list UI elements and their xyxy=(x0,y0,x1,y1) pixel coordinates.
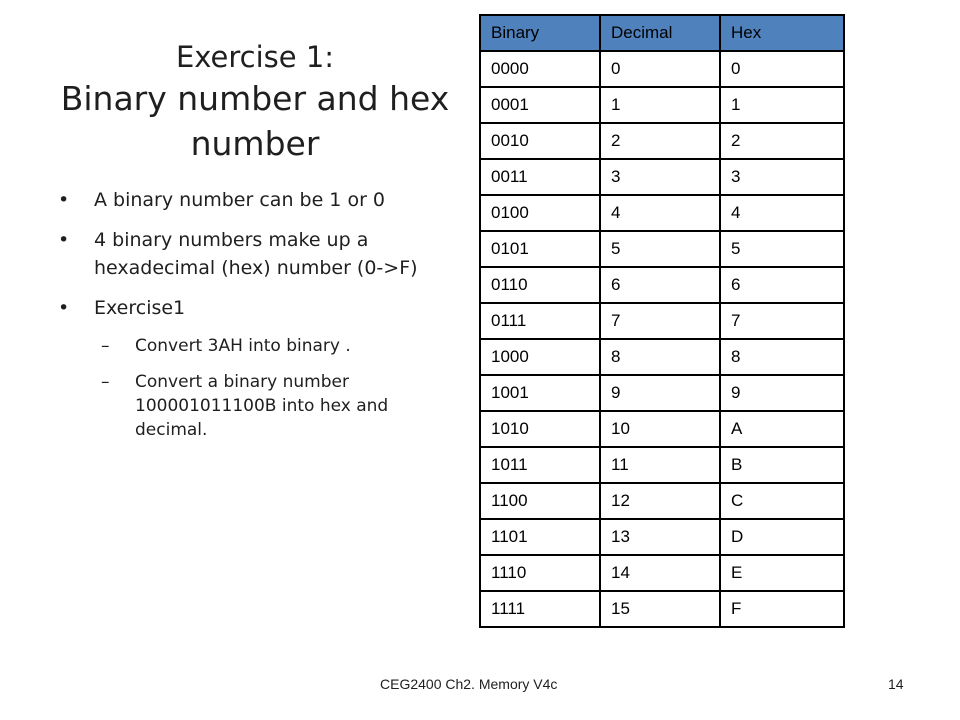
table-row xyxy=(480,483,844,519)
binary-hex-table xyxy=(479,14,845,628)
cell-decimal: 1 xyxy=(600,87,720,123)
cell-binary: 0000 xyxy=(480,51,600,87)
table-row xyxy=(480,51,844,87)
cell-decimal: 6 xyxy=(600,267,720,303)
cell-hex: E xyxy=(720,555,844,591)
cell-decimal: 7 xyxy=(600,303,720,339)
cell-binary: 0110 xyxy=(480,267,600,303)
cell-decimal: 14 xyxy=(600,555,720,591)
footer-text: CEG2400 Ch2. Memory V4c xyxy=(380,676,558,692)
cell-decimal: 9 xyxy=(600,375,720,411)
table-body xyxy=(480,51,844,627)
cell-decimal: 10 xyxy=(600,411,720,447)
table-row xyxy=(480,447,844,483)
title-line-1: Exercise 1: xyxy=(175,40,335,74)
cell-hex: D xyxy=(720,519,844,555)
cell-decimal: 12 xyxy=(600,483,720,519)
cell-hex: 4 xyxy=(720,195,844,231)
table-row xyxy=(480,411,844,447)
title-line-2: Binary number and hex number xyxy=(60,79,450,163)
cell-binary: 1001 xyxy=(480,375,600,411)
table-row xyxy=(480,195,844,231)
bullet-list xyxy=(58,186,463,454)
cell-decimal: 15 xyxy=(600,591,720,627)
cell-decimal: 13 xyxy=(600,519,720,555)
slide-title xyxy=(40,38,470,166)
header-binary: Binary xyxy=(480,15,600,51)
cell-decimal: 4 xyxy=(600,195,720,231)
cell-hex: 9 xyxy=(720,375,844,411)
cell-binary: 1100 xyxy=(480,483,600,519)
cell-binary: 0111 xyxy=(480,303,600,339)
cell-hex: 5 xyxy=(720,231,844,267)
table-row xyxy=(480,267,844,303)
cell-hex: C xyxy=(720,483,844,519)
cell-hex: B xyxy=(720,447,844,483)
cell-hex: F xyxy=(720,591,844,627)
sub-bullet-item: – Convert 3AH into binary . xyxy=(58,334,463,358)
bullet-item: • Exercise1 xyxy=(58,294,463,322)
table-row xyxy=(480,123,844,159)
cell-hex: 3 xyxy=(720,159,844,195)
cell-binary: 0011 xyxy=(480,159,600,195)
header-hex: Hex xyxy=(720,15,844,51)
cell-binary: 1000 xyxy=(480,339,600,375)
header-decimal: Decimal xyxy=(600,15,720,51)
cell-binary: 0010 xyxy=(480,123,600,159)
cell-binary: 1101 xyxy=(480,519,600,555)
page-number: 14 xyxy=(888,676,904,692)
cell-binary: 1110 xyxy=(480,555,600,591)
cell-hex: 7 xyxy=(720,303,844,339)
table-row xyxy=(480,339,844,375)
cell-hex: 6 xyxy=(720,267,844,303)
cell-hex: 1 xyxy=(720,87,844,123)
cell-decimal: 2 xyxy=(600,123,720,159)
cell-hex: 2 xyxy=(720,123,844,159)
cell-decimal: 11 xyxy=(600,447,720,483)
cell-decimal: 8 xyxy=(600,339,720,375)
cell-binary: 0001 xyxy=(480,87,600,123)
cell-decimal: 3 xyxy=(600,159,720,195)
table-row xyxy=(480,159,844,195)
table-row xyxy=(480,375,844,411)
table-row xyxy=(480,303,844,339)
cell-hex: A xyxy=(720,411,844,447)
cell-binary: 0100 xyxy=(480,195,600,231)
table-row xyxy=(480,87,844,123)
table-header-row xyxy=(480,15,844,51)
table-row xyxy=(480,519,844,555)
cell-decimal: 0 xyxy=(600,51,720,87)
cell-hex: 8 xyxy=(720,339,844,375)
cell-binary: 0101 xyxy=(480,231,600,267)
cell-binary: 1011 xyxy=(480,447,600,483)
cell-binary: 1111 xyxy=(480,591,600,627)
cell-hex: 0 xyxy=(720,51,844,87)
bullet-item: • A binary number can be 1 or 0 xyxy=(58,186,463,214)
bullet-item: • 4 binary numbers make up a hexadecimal (hex) number (0->F) xyxy=(58,226,463,282)
cell-decimal: 5 xyxy=(600,231,720,267)
table-row xyxy=(480,591,844,627)
sub-bullet-item: – Convert a binary number 100001011100B into hex and decimal. xyxy=(58,370,463,442)
cell-binary: 1010 xyxy=(480,411,600,447)
table-row xyxy=(480,555,844,591)
table-row xyxy=(480,231,844,267)
